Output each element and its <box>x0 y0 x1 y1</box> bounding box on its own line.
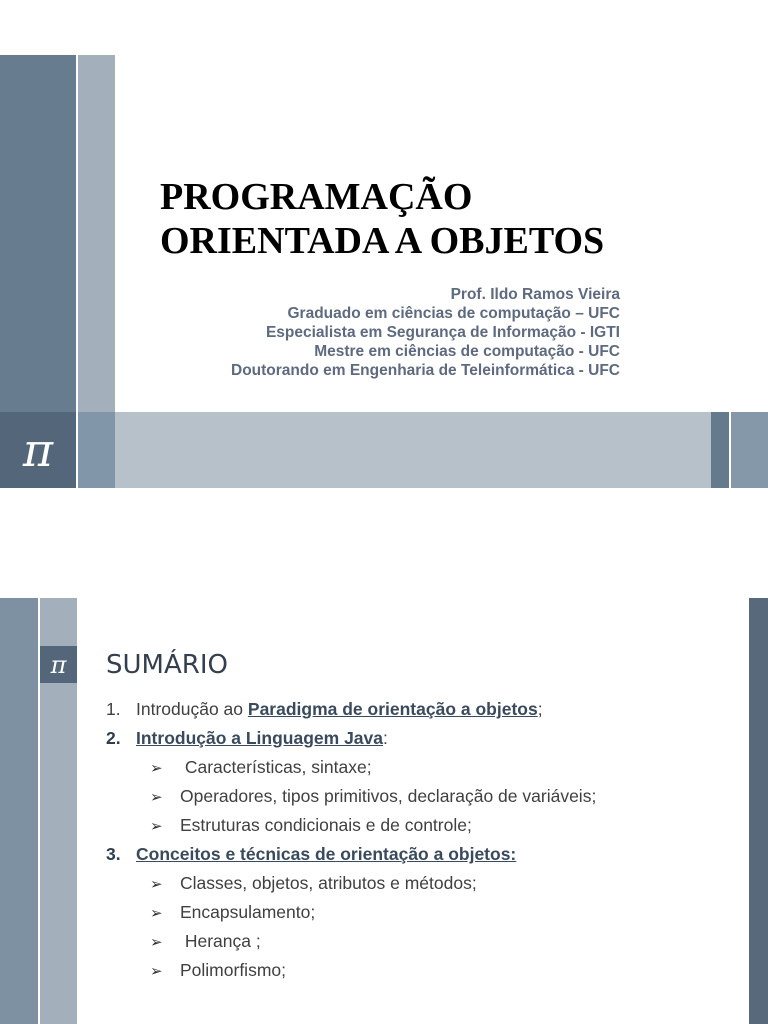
java-link[interactable]: Introdução a Linguagem Java <box>136 728 383 748</box>
left-light-bar <box>78 55 115 412</box>
arrow-bullet-icon: ➢ <box>150 905 163 922</box>
arrow-bullet-icon: ➢ <box>150 760 163 777</box>
left-dark-bar <box>0 55 76 412</box>
sub-item-text: Classes, objetos, atributos e métodos; <box>180 873 477 893</box>
item-number: 2. <box>106 728 121 748</box>
arrow-bullet-icon: ➢ <box>150 876 163 893</box>
sub-item-text: Herança ; <box>180 931 261 951</box>
pi-icon: π <box>40 646 77 683</box>
title-slide <box>0 55 768 488</box>
arrow-bullet-icon: ➢ <box>150 934 163 951</box>
sub-item <box>106 898 736 927</box>
credit-line: Doutorando em Engenharia de Teleinformática - UFC <box>231 362 620 379</box>
summary-heading: SUMÁRIO <box>106 650 228 680</box>
item-number: 1. <box>106 699 121 719</box>
title-line-2: ORIENTADA A OBJETOS <box>160 220 605 262</box>
sub-item-text: Características, sintaxe; <box>180 757 372 777</box>
band-right-accent <box>711 412 729 488</box>
band-right-block <box>731 412 768 488</box>
sub-item <box>106 927 736 956</box>
item-punct: : <box>383 728 388 748</box>
arrow-bullet-icon: ➢ <box>150 789 163 806</box>
oop-concepts-link[interactable]: Conceitos e técnicas de orientação a objetos: <box>136 844 517 864</box>
sub-item <box>106 753 736 782</box>
right-bar <box>749 598 768 1024</box>
left-bar <box>0 598 38 1024</box>
sub-item-text: Polimorfismo; <box>180 960 286 980</box>
summary-list <box>106 695 736 985</box>
item-punct: ; <box>537 699 543 719</box>
title-line-1: PROGRAMAÇÃO <box>160 176 473 218</box>
sub-item-text: Encapsulamento; <box>180 902 316 922</box>
sub-item <box>106 956 736 985</box>
list-item <box>106 695 736 724</box>
item-number: 3. <box>106 844 121 864</box>
arrow-bullet-icon: ➢ <box>150 818 163 835</box>
list-item <box>106 724 736 753</box>
credit-line: Mestre em ciências de computação - UFC <box>314 343 620 360</box>
credit-line: Prof. Ildo Ramos Vieira <box>450 286 620 303</box>
horizontal-band <box>115 412 711 488</box>
arrow-bullet-icon: ➢ <box>150 963 163 980</box>
paradigm-link[interactable]: Paradigma de orientação a objetos <box>247 699 538 719</box>
item-text: Introdução ao <box>136 699 248 719</box>
slide-title <box>160 175 720 263</box>
sub-item <box>106 782 736 811</box>
pi-icon: π <box>22 423 54 477</box>
credit-line: Especialista em Segurança de Informação - IGTI <box>265 324 620 341</box>
sub-item <box>106 811 736 840</box>
credit-line: Graduado em ciências de computação – UFC <box>287 305 620 322</box>
summary-slide <box>0 598 768 1024</box>
band-mid-block <box>78 412 115 488</box>
list-item <box>106 840 736 869</box>
sub-item <box>106 869 736 898</box>
sub-item-text: Estruturas condicionais e de controle; <box>180 815 472 835</box>
author-credits <box>130 285 620 380</box>
sub-item-text: Operadores, tipos primitivos, declaração de variáveis; <box>180 786 597 806</box>
